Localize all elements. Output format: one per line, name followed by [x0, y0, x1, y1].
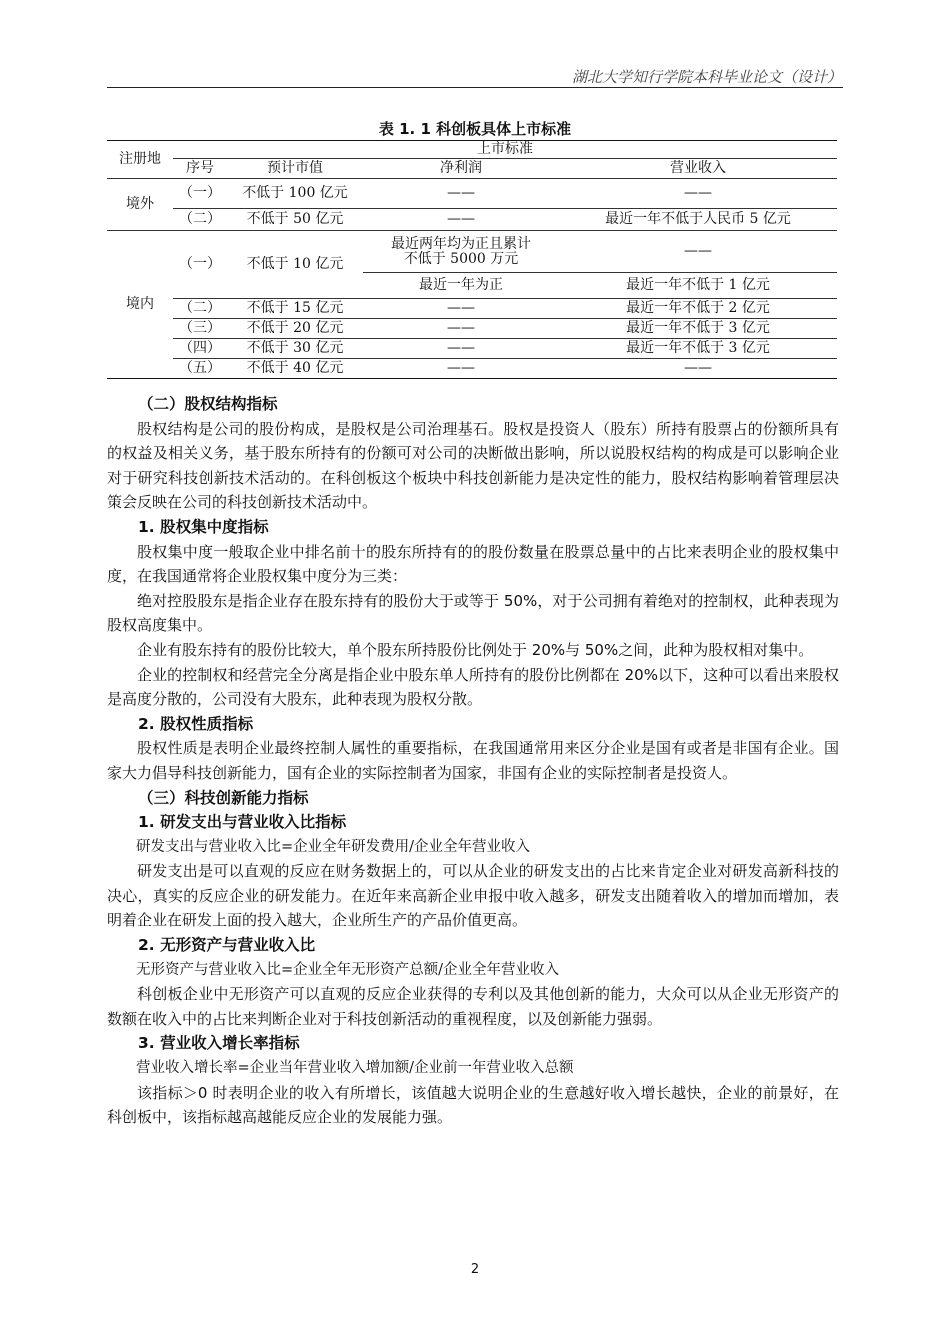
row-revenue: 最近一年不低于 3 亿元: [559, 339, 837, 359]
table-row: [107, 209, 837, 231]
row-net-profit: ——: [363, 209, 559, 231]
subsection-heading: 2. 无形资产与营业收入比: [138, 936, 316, 955]
header-index: 序号: [173, 159, 227, 179]
row-revenue-2: 最近一年不低于 1 亿元: [559, 273, 837, 299]
paragraph: 企业的控制权和经营完全分离是指企业中股东单人所持有的股份比例都在 20%以下，这种可以看出来股权是高度分散的，公司没有大股东，此种表现为股权分散。: [107, 665, 839, 709]
row-revenue: ——: [559, 359, 837, 379]
paragraph: 科创板企业中无形资产可以直观的反应企业获得的专利以及其他创新的能力，大众可以从企业无形资产的数额在收入中的占比来判断企业对于科技创新活动的重视程度，以及创新能力强弱。: [107, 985, 839, 1028]
paragraph: 股权结构是公司的股份构成，是股权是公司治理基石。股权是投资人（股东）所持有股票占的份额所具有的权益及相关义务，基于股东所持有的份额可对公司的决断做出影响，所以说股权结构的构成是可以影响企业对于研究科技创新技术活动的。在科创板这个板块中科技创新能力是决定性的能力，股权结构影响着管理层决策会反映在公司的科技创新技术活动中。: [107, 419, 839, 512]
row-index: （一）: [173, 231, 227, 299]
listing-standards-table: [107, 140, 837, 379]
paragraph: 企业有股东持有的股份比较大，单个股东所持股份比例处于 20%与 50%之间，此种为股权相对集中。: [137, 640, 814, 659]
table-caption: 表 1. 1 科创板具体上市标准: [378, 120, 572, 138]
formula: 无形资产与营业收入比=企业全年无形资产总额/企业全年营业收入: [136, 961, 560, 978]
row-revenue: ——: [559, 179, 837, 209]
row-market-value: 不低于 100 亿元: [227, 179, 363, 209]
section-heading: （三）科技创新能力指标: [138, 788, 309, 807]
group-domestic: 境内: [107, 231, 173, 379]
row-revenue: 最近一年不低于 2 亿元: [559, 299, 837, 319]
row-revenue: 最近一年不低于人民币 5 亿元: [559, 209, 837, 231]
header-revenue: 营业收入: [559, 159, 837, 179]
formula: 研发支出与营业收入比=企业全年研发费用/企业全年营业收入: [136, 838, 531, 855]
header-net-profit: 净利润: [363, 159, 559, 179]
header-market-value: 预计市值: [227, 159, 363, 179]
row-market-value: 不低于 40 亿元: [227, 359, 363, 379]
subsection-heading: 1. 股权集中度指标: [138, 517, 269, 536]
header-register: 注册地: [107, 141, 173, 179]
table-row: [107, 231, 837, 273]
row-net-profit: ——: [363, 339, 559, 359]
row-net-profit: ——: [363, 319, 559, 339]
subsection-heading: 1. 研发支出与营业收入比指标: [138, 813, 347, 832]
row-index: （二）: [173, 299, 227, 319]
row-revenue: ——: [559, 231, 837, 273]
section-heading: （二）股权结构指标: [138, 395, 278, 413]
subsection-heading: 2. 股权性质指标: [138, 714, 254, 733]
row-market-value: 不低于 10 亿元: [227, 231, 363, 299]
table-row: [107, 359, 837, 379]
row-net-profit-2: 最近一年为正: [363, 273, 559, 299]
row-index: （一）: [173, 179, 227, 209]
row-index: （三）: [173, 319, 227, 339]
header-group: 上市标准: [173, 141, 837, 159]
table-row: [107, 179, 837, 209]
header-rule: [107, 87, 843, 88]
row-market-value: 不低于 50 亿元: [227, 209, 363, 231]
body-text: [107, 392, 839, 1130]
subsection-heading: 3. 营业收入增长率指标: [138, 1034, 300, 1053]
formula: 营业收入增长率=企业当年营业收入增加额/企业前一年营业收入总额: [136, 1060, 574, 1077]
row-market-value: 不低于 15 亿元: [227, 299, 363, 319]
row-net-profit: 最近两年均为正且累计不低于 5000 万元: [363, 231, 559, 273]
table-row: [107, 319, 837, 339]
row-index: （二）: [173, 209, 227, 231]
paragraph: 股权集中度一般取企业中排名前十的股东所持有的的股份数量在股票总量中的占比来表明企业的股权集中度，在我国通常将企业股权集中度分为三类：: [107, 542, 839, 586]
paragraph: 该指标＞0 时表明企业的收入有所增长，该值越大说明企业的生意越好收入增长越快，企业的前景好，在科创板中，该指标越高越能反应企业的发展能力强。: [107, 1083, 839, 1127]
page-number: 2: [470, 1262, 480, 1277]
group-overseas: 境外: [107, 179, 173, 231]
row-net-profit: ——: [363, 359, 559, 379]
table-row: [107, 299, 837, 319]
row-revenue: 最近一年不低于 3 亿元: [559, 319, 837, 339]
row-market-value: 不低于 30 亿元: [227, 339, 363, 359]
running-header: 湖北大学知行学院本科毕业论文（设计）: [571, 68, 842, 86]
paragraph: 研发支出是可以直观的反应在财务数据上的，可以从企业的研发支出的占比来肯定企业对研发高新科技的决心，真实的反应企业的研发能力。在近年来高新企业申报中收入越多，研发支出随着收入的增加而增加，表明着企业在研发上面的投入越大，企业所生产的产品价值更高。: [107, 862, 839, 930]
table-row: [107, 339, 837, 359]
row-net-profit: ——: [363, 179, 559, 209]
row-index: （五）: [173, 359, 227, 379]
paragraph: 股权性质是表明企业最终控制人属性的重要指标，在我国通常用来区分企业是国有或者是非国有企业。国家大力倡导科技创新能力，国有企业的实际控制者为国家，非国有企业的实际控制者是投资人。: [107, 739, 839, 782]
row-index: （四）: [173, 339, 227, 359]
row-market-value: 不低于 20 亿元: [227, 319, 363, 339]
row-net-profit: ——: [363, 299, 559, 319]
paragraph: 绝对控股股东是指企业存在股东持有的股份大于或等于 50%，对于公司拥有着绝对的控制权，此种表现为股权高度集中。: [107, 591, 839, 635]
